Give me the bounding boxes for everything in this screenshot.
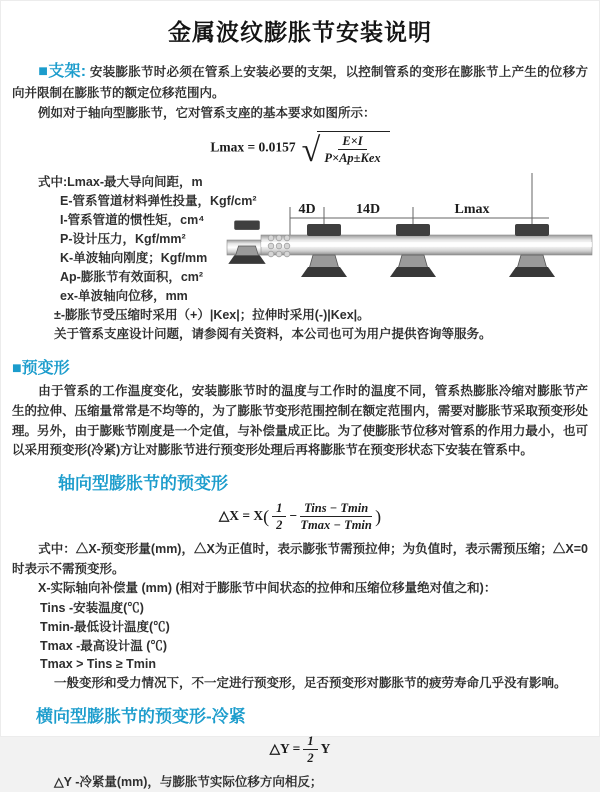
temp-inequality-line: Tmax > Tins ≥ Tmin xyxy=(40,657,157,672)
dim-label-lmax: Lmax xyxy=(454,201,490,217)
lateral-half-fraction xyxy=(303,734,317,766)
lateral-half-numerator: 1 xyxy=(303,734,317,750)
bracket-section-marker-icon: ■ xyxy=(38,63,49,80)
lmax-formula-lhs: Lmax = 0.0157 xyxy=(210,139,296,155)
lateral-note-line: △Y -冷紧量(mm)，与膨胀节实际位移方向相反； xyxy=(54,774,323,789)
open-paren: ( xyxy=(263,506,270,527)
axial-subsection-heading: 轴向型膨胀节的预变形 xyxy=(58,474,228,494)
temp-definition-line: Tins -安装温度(℃) xyxy=(40,601,144,616)
lmax-fraction-denominator: P×Ap±Kex xyxy=(324,151,381,166)
predeform-paragraph: 由于管系的工作温度变化，安装膨胀节时的温度与工作时的温度不同，管系热膨胀冷缩对膨胀节产生的拉伸、压缩量常常是不均等的，为了膨胀节变形范围控制在额定范围内，需要对膨胀节采取预变形处理。另外，由于膨账节刚度是一个定值，与补偿量成正比。为了使膨胀节位移对管系的作用力最小，也可以采用预变形(冷紧)方让对膨胀节进行预变形处理后再将膨胀节在预变形状态下安装在管系中。 xyxy=(12,384,588,458)
page-title: 金属波纹膨胀节安装说明 xyxy=(168,19,432,45)
predeform-section-label: 预变形 xyxy=(21,360,70,378)
pipe-support-diagram xyxy=(227,155,592,295)
radical-glyph: √ xyxy=(301,132,321,170)
bracket-intro-text: 安装膨胀节时必须在管系上安装必要的支架，以控制管系的变形在膨胀节上产生的位移方向并限制在膨胀节的额定位移范围内。 xyxy=(12,65,588,101)
pm-note-line: ±-膨胀节受压缩时采用（+）|Kex|；拉伸时采用(-)|Kex|。 xyxy=(54,307,370,322)
lmax-fraction-numerator: E×I xyxy=(338,134,366,150)
lateral-subsection-heading: 横向型膨胀节的预变形-冷紧 xyxy=(36,706,246,726)
temp-definition-line: Tmin-最低设计温度(℃) xyxy=(40,619,170,634)
axial-formula-lhs: △X = X xyxy=(218,507,264,523)
half-numerator: 1 xyxy=(272,501,286,517)
axial-formula xyxy=(12,501,588,533)
close-paren: ) xyxy=(375,506,382,527)
predeform-section-header xyxy=(12,355,588,378)
lateral-formula-lhs: △Y = xyxy=(269,740,301,756)
dim-label-14d: 14D xyxy=(355,201,381,217)
where-intro-line: 式中:Lmax-最大导向间距，m xyxy=(38,174,203,189)
bracket-section-label: 支架: xyxy=(48,63,87,80)
axial-remark-line: 一般变形和受力情况下，不一定进行预变形，足否预变形对膨胀节的疲劳寿命几乎没有影响。 xyxy=(54,676,567,691)
definition-line: I-管系管道的惯性矩，cm⁴ xyxy=(60,212,205,227)
definition-line: K-单波轴向刚度；Kgf/mm xyxy=(60,250,208,265)
definitions-and-diagram xyxy=(12,173,588,306)
lateral-half-denominator: 2 xyxy=(307,751,314,766)
axial-x-definition-line: X-实际轴向补偿量 (mm) (相对于膨胀节中间状态的拉伸和压缩位移量绝对值之和)： xyxy=(38,581,497,596)
half-fraction xyxy=(272,501,286,533)
temp-fraction-denominator: Tmax − Tmin xyxy=(300,518,372,533)
pipe-highlight xyxy=(261,242,592,247)
minus-sign: − xyxy=(289,507,298,523)
definition-line: ex-单波轴向位移，mm xyxy=(60,288,188,303)
temp-definition-line: Tmax -最高设计温 (℃) xyxy=(40,638,168,653)
lateral-formula xyxy=(12,734,588,766)
definition-line: P-设计压力，Kgf/mm² xyxy=(60,231,186,246)
closing-line: 关于管系支座设计问题，请参阅有关资料，本公司也可为用户提供咨询等服务。 xyxy=(54,327,492,342)
bracket-intro-paragraph xyxy=(12,59,588,104)
half-denominator: 2 xyxy=(276,518,283,533)
axial-where-line: 式中：△X-预变形量(mm)，△X为正值时，表示膨张节需预拉伸；为负值时，表示需预压缩；△X=0时表示不需预变形。 xyxy=(12,541,588,576)
bellows-icon xyxy=(268,235,290,257)
temp-fraction xyxy=(300,501,372,533)
definition-line: Ap-膨胀节有效面积，cm² xyxy=(60,269,204,284)
lateral-formula-rhs: Y xyxy=(320,740,331,756)
temp-fraction-numerator: Tins − Tmin xyxy=(300,501,372,517)
definition-line: E-管系管道材料弹性投量，Kgf/cm² xyxy=(60,193,257,208)
predeform-section-marker-icon: ■ xyxy=(12,360,22,378)
dim-label-4d: 4D xyxy=(298,201,316,217)
bracket-example-line: 例如对于轴向型膨胀节，它对管系支座的基本要求如图所示： xyxy=(38,106,376,121)
